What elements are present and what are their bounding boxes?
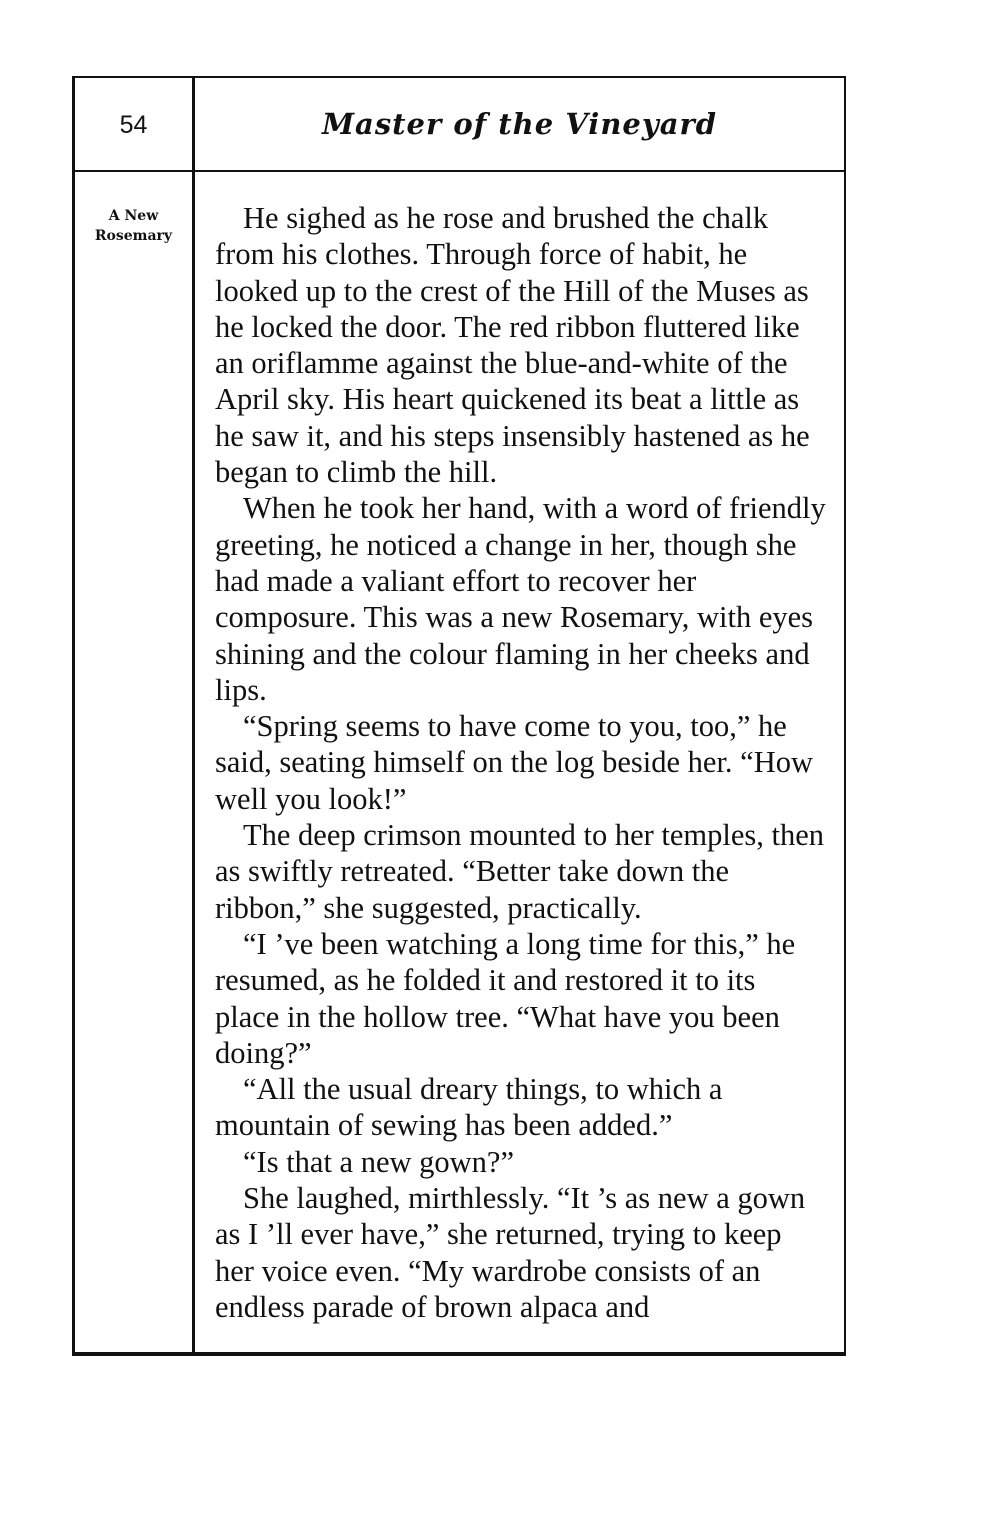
body-text <box>215 200 827 1325</box>
page-frame <box>72 76 846 1356</box>
margin-note-line-2: Rosemary <box>94 228 173 244</box>
paragraph: “All the usual dreary things, to which a mountain of sewing has been added.” <box>215 1072 723 1143</box>
paragraph: She laughed, mirthlessly. “It ’s as new a gown as I ’ll ever have,” she returned, trying to keep her voice even. “My wardrobe consists of an endless parade of brown alpaca and <box>215 1181 806 1324</box>
column-divider <box>192 78 195 1352</box>
paragraph: The deep crimson mounted to her temples, then as swiftly retreated. “Better take down the ribbon,” she suggested, practically. <box>215 818 825 925</box>
paragraph: “Is that a new gown?” <box>243 1144 515 1179</box>
page-number: 54 <box>119 111 148 139</box>
paragraph: He sighed as he rose and brushed the chalk from his clothes. Through force of habit, he looked up to the crest of the Hill of the Muses as he locked the door. The red ribbon fluttered like an oriflamme against the blue-and-white of the April sky. His heart quickened its beat a little as he saw it, and his steps insensibly hastened as he began to climb the hill. <box>215 201 810 490</box>
paragraph: “Spring seems to have come to you, too,” he said, seating himself on the log beside her. “How well you look!” <box>215 709 814 816</box>
paragraph: When he took her hand, with a word of friendly greeting, he noticed a change in her, though she had made a valiant effort to recover her composure. This was a new Rosemary, with eyes shining and the colour flaming in her cheeks and lips. <box>215 491 826 707</box>
margin-note-line-1: A New <box>108 208 159 224</box>
header-rule <box>75 170 844 172</box>
margin-note <box>75 206 192 246</box>
running-title: Master of the Vineyard <box>321 107 718 141</box>
paragraph: “I ’ve been watching a long time for this,” he resumed, as he folded it and restored it to its place in the hollow tree. “What have you been doing?” <box>215 926 796 1070</box>
